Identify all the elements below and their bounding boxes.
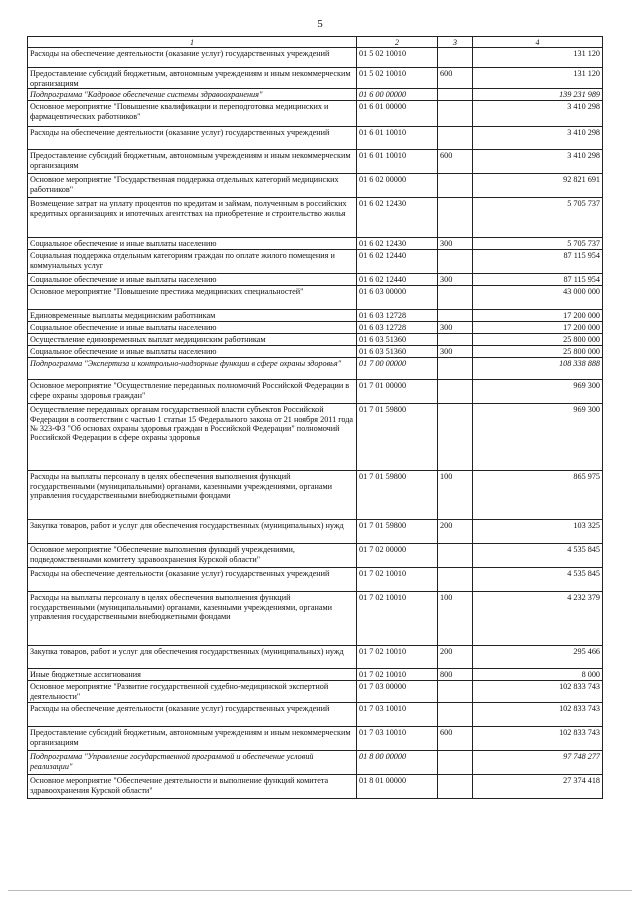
cell-amount: 139 231 989	[473, 89, 603, 101]
cell-name: Основное мероприятие "Обеспечение выполнения функций учреждениями, подведомственными комитету здравоохранения Курской области"	[28, 544, 357, 568]
table-row	[28, 101, 603, 127]
cell-type	[438, 380, 473, 404]
cell-amount: 3 410 298	[473, 150, 603, 174]
cell-code: 01 8 00 00000	[357, 751, 438, 775]
cell-amount: 27 374 418	[473, 775, 603, 799]
cell-code: 01 6 02 00000	[357, 174, 438, 198]
table-row	[28, 68, 603, 89]
cell-code: 01 5 02 10010	[357, 68, 438, 89]
cell-type: 300	[438, 274, 473, 286]
table-row	[28, 250, 603, 274]
table-row	[28, 150, 603, 174]
column-header-type: 3	[438, 37, 473, 48]
cell-name: Расходы на обеспечение деятельности (оказание услуг) государственных учреждений	[28, 48, 357, 68]
cell-code: 01 7 01 59800	[357, 520, 438, 544]
table-row	[28, 592, 603, 646]
cell-code: 01 7 02 10010	[357, 646, 438, 669]
cell-type: 100	[438, 471, 473, 520]
cell-name: Расходы на выплаты персоналу в целях обеспечения выполнения функций государственными (муниципальными) органами, казенными учреждениями, органами управления государственными внебюджетными фондами	[28, 471, 357, 520]
table-row	[28, 174, 603, 198]
table-row	[28, 775, 603, 799]
cell-name: Расходы на обеспечение деятельности (оказание услуг) государственных учреждений	[28, 703, 357, 727]
cell-name: Основное мероприятие "Развитие государственной судебно-медицинской экспертной деятельности"	[28, 681, 357, 703]
cell-amount: 25 800 000	[473, 334, 603, 346]
cell-code: 01 7 00 00000	[357, 358, 438, 380]
cell-code: 01 6 02 12430	[357, 238, 438, 250]
cell-code: 01 6 02 12440	[357, 250, 438, 274]
cell-type	[438, 751, 473, 775]
cell-code: 01 6 01 10010	[357, 127, 438, 150]
cell-name: Социальная поддержка отдельным категориям граждан по оплате жилого помещения и коммунальных услуг	[28, 250, 357, 274]
footer-rule	[8, 890, 632, 891]
cell-type	[438, 48, 473, 68]
table-row	[28, 471, 603, 520]
table-row	[28, 751, 603, 775]
cell-amount: 102 833 743	[473, 727, 603, 751]
table-row	[28, 334, 603, 346]
cell-type: 200	[438, 646, 473, 669]
table-row	[28, 380, 603, 404]
cell-amount: 25 800 000	[473, 346, 603, 358]
cell-amount: 108 338 888	[473, 358, 603, 380]
cell-name: Возмещение затрат на уплату процентов по кредитам и займам, полученным в российских кредитных организациях и ипотечных агентствах на приобретение и строительство жилья	[28, 198, 357, 238]
cell-type: 300	[438, 322, 473, 334]
cell-type	[438, 89, 473, 101]
cell-type: 200	[438, 520, 473, 544]
cell-name: Подпрограмма "Кадровое обеспечение системы здравоохранения"	[28, 89, 357, 101]
cell-code: 01 7 03 10010	[357, 703, 438, 727]
cell-name: Основное мероприятие "Государственная поддержка отдельных категорий медицинских работников"	[28, 174, 357, 198]
cell-amount: 87 115 954	[473, 250, 603, 274]
cell-code: 01 6 01 10010	[357, 150, 438, 174]
cell-name: Социальное обеспечение и иные выплаты населению	[28, 238, 357, 250]
cell-type	[438, 775, 473, 799]
cell-type	[438, 681, 473, 703]
cell-name: Предоставление субсидий бюджетным, автономным учреждениям и иным некоммерческим организациям	[28, 150, 357, 174]
cell-type	[438, 404, 473, 471]
column-header-code: 2	[357, 37, 438, 48]
cell-amount: 4 535 845	[473, 568, 603, 592]
cell-code: 01 6 02 12440	[357, 274, 438, 286]
cell-code: 01 7 01 59800	[357, 404, 438, 471]
cell-type: 600	[438, 68, 473, 89]
cell-type: 300	[438, 346, 473, 358]
cell-type	[438, 568, 473, 592]
cell-type	[438, 101, 473, 127]
cell-name: Закупка товаров, работ и услуг для обеспечения государственных (муниципальных) нужд	[28, 646, 357, 669]
cell-amount: 3 410 298	[473, 101, 603, 127]
cell-amount: 5 705 737	[473, 198, 603, 238]
cell-type	[438, 334, 473, 346]
budget-table	[27, 36, 603, 799]
table-row	[28, 274, 603, 286]
cell-code: 01 7 03 00000	[357, 681, 438, 703]
cell-name: Осуществление единовременных выплат медицинским работникам	[28, 334, 357, 346]
cell-amount: 43 000 000	[473, 286, 603, 310]
cell-code: 01 6 03 12728	[357, 310, 438, 322]
cell-type	[438, 174, 473, 198]
cell-amount: 92 821 691	[473, 174, 603, 198]
cell-amount: 87 115 954	[473, 274, 603, 286]
cell-amount: 4 535 845	[473, 544, 603, 568]
cell-amount: 4 232 379	[473, 592, 603, 646]
cell-amount: 3 410 298	[473, 127, 603, 150]
table-row	[28, 238, 603, 250]
cell-amount: 969 300	[473, 404, 603, 471]
cell-type: 600	[438, 727, 473, 751]
cell-amount: 5 705 737	[473, 238, 603, 250]
cell-code: 01 6 02 12430	[357, 198, 438, 238]
cell-name: Подпрограмма "Управление государственной программой и обеспечение условий реализации"	[28, 751, 357, 775]
cell-type	[438, 544, 473, 568]
cell-code: 01 7 02 10010	[357, 568, 438, 592]
cell-type	[438, 286, 473, 310]
cell-code: 01 8 01 00000	[357, 775, 438, 799]
table-row	[28, 322, 603, 334]
cell-name: Расходы на обеспечение деятельности (оказание услуг) государственных учреждений	[28, 568, 357, 592]
table-row	[28, 681, 603, 703]
cell-amount: 295 466	[473, 646, 603, 669]
table-row	[28, 727, 603, 751]
cell-amount: 8 000	[473, 669, 603, 681]
cell-code: 01 6 01 00000	[357, 101, 438, 127]
table-row	[28, 127, 603, 150]
cell-name: Социальное обеспечение и иные выплаты населению	[28, 346, 357, 358]
cell-code: 01 6 00 00000	[357, 89, 438, 101]
table-row	[28, 404, 603, 471]
cell-name: Осуществление переданных органам государственной власти субъектов Российской Федерации в соответствии с частью 1 статьи 15 Федерального закона от 21 ноября 2011 года № 323-ФЗ "Об основах охраны здоровья граждан в Российской Федерации" полномочий Российской Федерации в сфере охраны здоровья	[28, 404, 357, 471]
cell-name: Социальное обеспечение и иные выплаты населению	[28, 274, 357, 286]
cell-code: 01 6 03 51360	[357, 346, 438, 358]
cell-code: 01 7 02 10010	[357, 669, 438, 681]
cell-name: Закупка товаров, работ и услуг для обеспечения государственных (муниципальных) нужд	[28, 520, 357, 544]
cell-type	[438, 310, 473, 322]
cell-amount: 103 325	[473, 520, 603, 544]
cell-amount: 102 833 743	[473, 681, 603, 703]
table-row	[28, 703, 603, 727]
cell-type	[438, 198, 473, 238]
cell-code: 01 6 03 12728	[357, 322, 438, 334]
table-row	[28, 568, 603, 592]
cell-amount: 17 200 000	[473, 310, 603, 322]
cell-type	[438, 127, 473, 150]
table-row	[28, 48, 603, 68]
cell-name: Основное мероприятие "Обеспечение деятельности и выполнение функций комитета здравоохранения Курской области"	[28, 775, 357, 799]
table-row	[28, 520, 603, 544]
table-row	[28, 669, 603, 681]
cell-name: Единовременные выплаты медицинским работникам	[28, 310, 357, 322]
table-row	[28, 358, 603, 380]
cell-type: 600	[438, 150, 473, 174]
table-row	[28, 198, 603, 238]
cell-code: 01 7 02 10010	[357, 592, 438, 646]
cell-code: 01 7 02 00000	[357, 544, 438, 568]
column-header-amount: 4	[473, 37, 603, 48]
table-header-row	[28, 37, 603, 48]
table-row	[28, 286, 603, 310]
cell-name: Основное мероприятие "Повышение престижа медицинских специальностей"	[28, 286, 357, 310]
cell-amount: 97 748 277	[473, 751, 603, 775]
cell-amount: 131 120	[473, 48, 603, 68]
cell-name: Расходы на обеспечение деятельности (оказание услуг) государственных учреждений	[28, 127, 357, 150]
cell-code: 01 6 03 51360	[357, 334, 438, 346]
cell-code: 01 7 01 59800	[357, 471, 438, 520]
table-row	[28, 646, 603, 669]
cell-code: 01 5 02 10010	[357, 48, 438, 68]
cell-code: 01 7 03 10010	[357, 727, 438, 751]
table-row	[28, 89, 603, 101]
cell-amount: 131 120	[473, 68, 603, 89]
cell-name: Предоставление субсидий бюджетным, автономным учреждениям и иным некоммерческим организациям	[28, 727, 357, 751]
cell-type: 800	[438, 669, 473, 681]
cell-name: Основное мероприятие "Повышение квалификации и переподготовка медицинских и фармацевтических работников"	[28, 101, 357, 127]
cell-code: 01 7 01 00000	[357, 380, 438, 404]
table-row	[28, 346, 603, 358]
cell-type: 300	[438, 238, 473, 250]
cell-name: Расходы на выплаты персоналу в целях обеспечения выполнения функций государственными (муниципальными) органами, казенными учреждениями, органами управления государственными внебюджетными фондами	[28, 592, 357, 646]
cell-amount: 969 300	[473, 380, 603, 404]
cell-code: 01 6 03 00000	[357, 286, 438, 310]
table-row	[28, 310, 603, 322]
cell-name: Подпрограмма "Экспертиза и контрольно-надзорные функции в сфере охраны здоровья"	[28, 358, 357, 380]
cell-name: Социальное обеспечение и иные выплаты населению	[28, 322, 357, 334]
cell-type	[438, 703, 473, 727]
cell-name: Основное мероприятие "Осуществление переданных полномочий Российской Федерации в сфере охраны здоровья граждан"	[28, 380, 357, 404]
page-number: 5	[317, 18, 323, 30]
cell-type	[438, 250, 473, 274]
cell-amount: 865 975	[473, 471, 603, 520]
cell-type: 100	[438, 592, 473, 646]
cell-amount: 17 200 000	[473, 322, 603, 334]
cell-name: Иные бюджетные ассигнования	[28, 669, 357, 681]
cell-name: Предоставление субсидий бюджетным, автономным учреждениям и иным некоммерческим организациям	[28, 68, 357, 89]
cell-type	[438, 358, 473, 380]
column-header-name: 1	[28, 37, 357, 48]
cell-amount: 102 833 743	[473, 703, 603, 727]
table-body	[28, 48, 603, 799]
table-row	[28, 544, 603, 568]
